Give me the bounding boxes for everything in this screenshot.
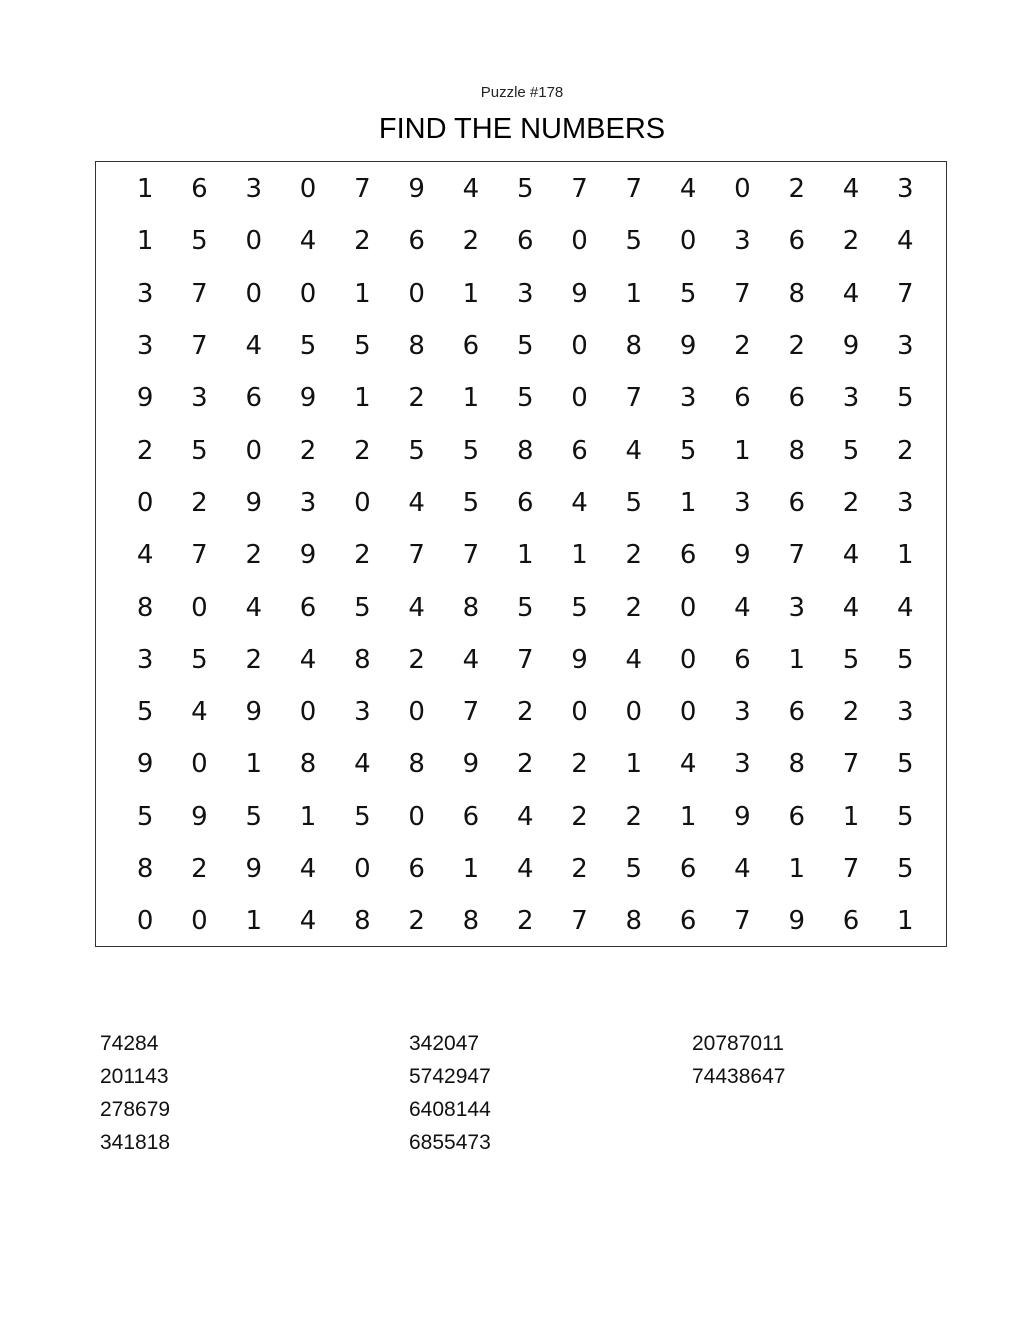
word-list-item: 74438647: [692, 1065, 786, 1088]
grid-cell[interactable]: 8: [462, 906, 480, 937]
grid-cell[interactable]: 7: [354, 174, 371, 205]
grid-cell[interactable]: 8: [788, 278, 805, 309]
grid-cell[interactable]: 5: [191, 226, 208, 257]
grid-cell[interactable]: 1: [245, 749, 263, 780]
grid-cell[interactable]: 4: [299, 644, 317, 675]
grid-cell[interactable]: 4: [679, 749, 697, 780]
grid-cell[interactable]: 2: [788, 331, 805, 362]
grid-cell[interactable]: 5: [679, 435, 697, 466]
grid-cell[interactable]: 7: [842, 854, 860, 884]
grid-cell[interactable]: 2: [516, 906, 534, 937]
grid-cell[interactable]: 4: [842, 174, 860, 205]
grid-cell[interactable]: 0: [136, 487, 154, 518]
grid-cell[interactable]: 0: [299, 697, 317, 728]
grid-cell[interactable]: 2: [191, 854, 208, 884]
grid-cell[interactable]: 3: [897, 174, 914, 205]
grid-cell[interactable]: 4: [571, 487, 588, 518]
grid-cell[interactable]: 9: [842, 331, 860, 362]
grid-cell[interactable]: 2: [516, 749, 534, 780]
grid-cell[interactable]: 2: [788, 174, 805, 205]
grid-cell[interactable]: 2: [354, 435, 371, 466]
grid-cell[interactable]: 7: [462, 697, 480, 728]
grid-cell[interactable]: 9: [679, 331, 697, 362]
grid-cell[interactable]: 9: [245, 854, 263, 884]
grid-cell[interactable]: 4: [354, 749, 371, 780]
grid-cell[interactable]: 9: [245, 697, 263, 728]
grid-cell[interactable]: 3: [897, 697, 914, 728]
grid-cell[interactable]: 9: [191, 801, 208, 832]
grid-cell[interactable]: 7: [734, 278, 751, 309]
grid-cell[interactable]: 7: [462, 540, 480, 571]
grid-cell[interactable]: 8: [516, 435, 534, 466]
grid-cell[interactable]: 2: [571, 854, 588, 884]
grid-cell[interactable]: 5: [516, 383, 534, 414]
grid-cell[interactable]: 1: [679, 801, 697, 832]
puzzle-number: Puzzle #178: [480, 84, 564, 101]
grid-cell[interactable]: 9: [408, 174, 425, 205]
grid-cell[interactable]: 6: [788, 697, 805, 728]
grid-cell[interactable]: 8: [625, 331, 643, 362]
grid-cell[interactable]: 0: [245, 226, 263, 257]
grid-cell[interactable]: 3: [136, 331, 154, 362]
grid-cell[interactable]: 3: [516, 278, 534, 309]
grid-cell[interactable]: 7: [191, 540, 208, 571]
grid-cell[interactable]: 0: [571, 331, 588, 362]
grid-cell[interactable]: 3: [136, 278, 154, 309]
grid-cell[interactable]: 5: [842, 435, 860, 466]
grid-cell[interactable]: 0: [299, 174, 317, 205]
grid-cell[interactable]: 0: [625, 697, 643, 728]
grid-cell[interactable]: 3: [842, 383, 860, 414]
grid-cell[interactable]: 5: [354, 801, 371, 832]
grid-cell[interactable]: 0: [299, 278, 317, 309]
grid-cell[interactable]: 2: [354, 540, 371, 571]
grid-cell[interactable]: 6: [571, 435, 588, 466]
grid-cell[interactable]: 4: [734, 592, 751, 623]
grid-cell[interactable]: 4: [245, 331, 263, 362]
grid-cell[interactable]: 5: [625, 854, 643, 884]
grid-cell[interactable]: 4: [408, 487, 425, 518]
word-list-item: 20787011: [692, 1032, 784, 1055]
grid-cell[interactable]: 6: [734, 383, 751, 414]
grid-cell[interactable]: 9: [299, 383, 317, 414]
word-list-item: 201143: [100, 1065, 169, 1088]
grid-cell[interactable]: 3: [897, 487, 914, 518]
grid-cell[interactable]: 5: [516, 592, 534, 623]
grid-cell[interactable]: 5: [897, 801, 914, 832]
grid-cell[interactable]: 0: [679, 697, 697, 728]
grid-cell[interactable]: 0: [571, 226, 588, 257]
grid-cell[interactable]: 1: [625, 749, 643, 780]
grid-cell[interactable]: 1: [897, 906, 914, 937]
word-list-item: 5742947: [409, 1065, 491, 1088]
grid-cell[interactable]: 5: [679, 278, 697, 309]
grid-cell[interactable]: 6: [408, 854, 425, 884]
grid-cell[interactable]: 4: [679, 174, 697, 205]
grid-cell[interactable]: 4: [897, 592, 914, 623]
grid-cell[interactable]: 1: [571, 540, 588, 571]
grid-cell[interactable]: 6: [462, 331, 480, 362]
grid-cell[interactable]: 8: [136, 592, 154, 623]
grid-cell[interactable]: 0: [408, 278, 425, 309]
grid-cell[interactable]: 8: [354, 644, 371, 675]
grid-cell[interactable]: 4: [516, 854, 534, 884]
grid-cell[interactable]: 8: [408, 749, 425, 780]
grid-cell[interactable]: 2: [408, 383, 425, 414]
grid-cell[interactable]: 6: [462, 801, 480, 832]
grid-cell[interactable]: 1: [245, 906, 263, 937]
grid-cell[interactable]: 2: [571, 801, 588, 832]
grid-cell[interactable]: 1: [679, 487, 697, 518]
grid-cell[interactable]: 5: [191, 435, 208, 466]
word-list-item: 6855473: [409, 1131, 491, 1154]
grid-cell[interactable]: 5: [462, 487, 480, 518]
grid-cell[interactable]: 7: [571, 174, 588, 205]
grid-cell[interactable]: 4: [191, 697, 208, 728]
grid-cell[interactable]: 7: [625, 383, 643, 414]
grid-cell[interactable]: 6: [788, 801, 805, 832]
grid-cell[interactable]: 2: [516, 697, 534, 728]
grid-cell[interactable]: 7: [842, 749, 860, 780]
grid-cell[interactable]: 4: [299, 906, 317, 937]
grid-cell[interactable]: 0: [679, 592, 697, 623]
grid-cell[interactable]: 0: [408, 697, 425, 728]
grid-cell[interactable]: 5: [136, 801, 154, 832]
page-title: FIND THE NUMBERS: [378, 113, 666, 145]
grid-cell[interactable]: 9: [571, 278, 588, 309]
grid-cell[interactable]: 4: [625, 644, 643, 675]
grid-cell[interactable]: 5: [462, 435, 480, 466]
grid-cell[interactable]: 6: [679, 854, 697, 884]
grid-cell[interactable]: 5: [516, 331, 534, 362]
grid-cell[interactable]: 2: [136, 435, 154, 466]
grid-cell[interactable]: 1: [897, 540, 914, 571]
grid-cell[interactable]: 6: [516, 226, 534, 257]
grid-cell[interactable]: 9: [788, 906, 805, 937]
grid-cell[interactable]: 1: [788, 644, 805, 675]
grid-cell[interactable]: 2: [245, 644, 263, 675]
grid-cell[interactable]: 0: [191, 906, 208, 937]
grid-cell[interactable]: 4: [462, 644, 480, 675]
grid-cell[interactable]: 0: [571, 383, 588, 414]
grid-cell[interactable]: 7: [734, 906, 751, 937]
number-grid: [118, 162, 932, 946]
grid-cell[interactable]: 3: [734, 487, 751, 518]
grid-cell[interactable]: 0: [408, 801, 425, 832]
grid-cell[interactable]: 3: [734, 749, 751, 780]
grid-cell[interactable]: 8: [136, 854, 154, 884]
grid-cell[interactable]: 8: [462, 592, 480, 623]
grid-cell[interactable]: 1: [136, 174, 154, 205]
grid-cell[interactable]: 5: [245, 801, 263, 832]
grid-cell[interactable]: 5: [354, 592, 371, 623]
grid-cell[interactable]: 5: [571, 592, 588, 623]
grid-cell[interactable]: 7: [897, 278, 914, 309]
grid-cell[interactable]: 2: [299, 435, 317, 466]
grid-cell[interactable]: 7: [788, 540, 805, 571]
grid-cell[interactable]: 4: [136, 540, 154, 571]
word-list-item: 342047: [409, 1032, 480, 1055]
grid-cell[interactable]: 4: [462, 174, 480, 205]
grid-cell[interactable]: 3: [788, 592, 805, 623]
grid-cell[interactable]: 5: [842, 644, 860, 675]
grid-cell[interactable]: 2: [625, 592, 643, 623]
grid-cell[interactable]: 1: [299, 801, 317, 832]
grid-cell[interactable]: 2: [625, 801, 643, 832]
grid-cell[interactable]: 1: [354, 278, 371, 309]
grid-cell[interactable]: 0: [245, 435, 263, 466]
grid-cell[interactable]: 6: [788, 487, 805, 518]
grid-cell[interactable]: 3: [734, 226, 751, 257]
grid-cell[interactable]: 2: [408, 906, 425, 937]
grid-cell[interactable]: 4: [245, 592, 263, 623]
grid-cell[interactable]: 4: [842, 278, 860, 309]
grid-cell[interactable]: 3: [897, 331, 914, 362]
grid-cell[interactable]: 2: [842, 487, 860, 518]
grid-cell[interactable]: 3: [734, 697, 751, 728]
grid-cell[interactable]: 2: [734, 331, 751, 362]
grid-cell[interactable]: 4: [516, 801, 534, 832]
word-list-column-3: [692, 1027, 785, 1093]
grid-cell[interactable]: 1: [462, 854, 480, 884]
grid-cell[interactable]: 9: [734, 801, 751, 832]
grid-cell[interactable]: 2: [842, 697, 860, 728]
grid-cell[interactable]: 6: [245, 383, 263, 414]
grid-cell[interactable]: 8: [354, 906, 371, 937]
grid-cell[interactable]: 7: [625, 174, 643, 205]
grid-cell[interactable]: 6: [408, 226, 425, 257]
grid-cell[interactable]: 5: [625, 226, 643, 257]
grid-cell[interactable]: 2: [897, 435, 914, 466]
grid-cell[interactable]: 8: [788, 749, 805, 780]
word-list-item: 341818: [100, 1131, 171, 1154]
grid-cell[interactable]: 3: [245, 174, 263, 205]
grid-cell[interactable]: 9: [299, 540, 317, 571]
grid-cell[interactable]: 9: [734, 540, 751, 571]
grid-cell[interactable]: 0: [679, 226, 697, 257]
grid-cell[interactable]: 1: [136, 226, 154, 257]
grid-cell[interactable]: 0: [354, 487, 371, 518]
grid-cell[interactable]: 5: [897, 749, 914, 780]
grid-cell[interactable]: 2: [245, 540, 263, 571]
grid-cell[interactable]: 2: [354, 226, 371, 257]
grid-cell[interactable]: 2: [191, 487, 208, 518]
grid-cell[interactable]: 5: [354, 331, 371, 362]
word-list-item: 278679: [100, 1098, 171, 1121]
grid-cell[interactable]: 0: [571, 697, 588, 728]
grid-cell[interactable]: 7: [408, 540, 425, 571]
grid-cell[interactable]: 0: [191, 592, 208, 623]
grid-cell[interactable]: 1: [462, 278, 480, 309]
grid-cell[interactable]: 5: [897, 854, 914, 884]
grid-cell[interactable]: 2: [625, 540, 643, 571]
grid-cell[interactable]: 9: [136, 383, 154, 414]
grid-cell[interactable]: 5: [897, 644, 914, 675]
grid-cell[interactable]: 3: [354, 697, 371, 728]
grid-cell[interactable]: 4: [299, 226, 317, 257]
grid-cell[interactable]: 5: [897, 383, 914, 414]
grid-cell[interactable]: 9: [571, 644, 588, 675]
grid-cell[interactable]: 0: [354, 854, 371, 884]
grid-cell[interactable]: 4: [842, 540, 860, 571]
grid-cell[interactable]: 5: [191, 644, 208, 675]
grid-cell[interactable]: 2: [571, 749, 588, 780]
grid-cell[interactable]: 5: [625, 487, 643, 518]
grid-cell[interactable]: 7: [191, 331, 208, 362]
grid-cell[interactable]: 5: [516, 174, 534, 205]
grid-cell[interactable]: 8: [299, 749, 317, 780]
grid-cell[interactable]: 0: [136, 906, 154, 937]
grid-cell[interactable]: 6: [191, 174, 208, 205]
grid-cell[interactable]: 4: [734, 854, 751, 884]
grid-cell[interactable]: 7: [191, 278, 208, 309]
grid-cell[interactable]: 2: [462, 226, 480, 257]
grid-cell[interactable]: 6: [734, 644, 751, 675]
grid-cell[interactable]: 9: [462, 749, 480, 780]
grid-cell[interactable]: 5: [136, 697, 154, 728]
grid-cell[interactable]: 0: [734, 174, 751, 205]
grid-cell[interactable]: 1: [842, 801, 860, 832]
grid-cell[interactable]: 1: [516, 540, 534, 571]
grid-cell[interactable]: 1: [788, 854, 805, 884]
grid-cell[interactable]: 1: [734, 435, 751, 466]
grid-cell[interactable]: 1: [462, 383, 480, 414]
grid-cell[interactable]: 4: [842, 592, 860, 623]
grid-cell[interactable]: 7: [571, 906, 588, 937]
grid-cell[interactable]: 4: [408, 592, 425, 623]
grid-cell[interactable]: 0: [245, 278, 263, 309]
word-list: [0, 1027, 1024, 1187]
grid-cell[interactable]: 9: [245, 487, 263, 518]
grid-cell[interactable]: 5: [299, 331, 317, 362]
grid-cell[interactable]: 4: [299, 854, 317, 884]
grid-cell[interactable]: 3: [299, 487, 317, 518]
grid-cell[interactable]: 9: [136, 749, 154, 780]
grid-cell[interactable]: 6: [516, 487, 534, 518]
grid-cell[interactable]: 1: [354, 383, 371, 414]
grid-cell[interactable]: 6: [842, 906, 860, 937]
grid-cell[interactable]: 6: [788, 226, 805, 257]
grid-cell[interactable]: 3: [679, 383, 697, 414]
word-list-column-1: [100, 1027, 170, 1159]
grid-cell[interactable]: 0: [191, 749, 208, 780]
grid-cell[interactable]: 2: [842, 226, 860, 257]
grid-cell[interactable]: 6: [679, 540, 697, 571]
grid-cell[interactable]: 5: [408, 435, 425, 466]
grid-cell[interactable]: 2: [408, 644, 425, 675]
grid-cell[interactable]: 8: [625, 906, 643, 937]
grid-cell[interactable]: 6: [299, 592, 317, 623]
grid-cell[interactable]: 3: [136, 644, 154, 675]
puzzle-grid-frame: [95, 161, 947, 947]
grid-cell[interactable]: 4: [897, 226, 914, 257]
word-list-column-2: [409, 1027, 491, 1159]
grid-cell[interactable]: 3: [191, 383, 208, 414]
grid-cell[interactable]: 6: [788, 383, 805, 414]
grid-cell[interactable]: 0: [679, 644, 697, 675]
grid-cell[interactable]: 6: [679, 906, 697, 937]
grid-cell[interactable]: 8: [408, 331, 425, 362]
grid-cell[interactable]: 4: [625, 435, 643, 466]
grid-cell[interactable]: 1: [625, 278, 643, 309]
grid-cell[interactable]: 7: [516, 644, 534, 675]
word-list-item: 74284: [100, 1032, 159, 1055]
word-list-item: 6408144: [409, 1098, 491, 1121]
grid-cell[interactable]: 8: [788, 435, 805, 466]
